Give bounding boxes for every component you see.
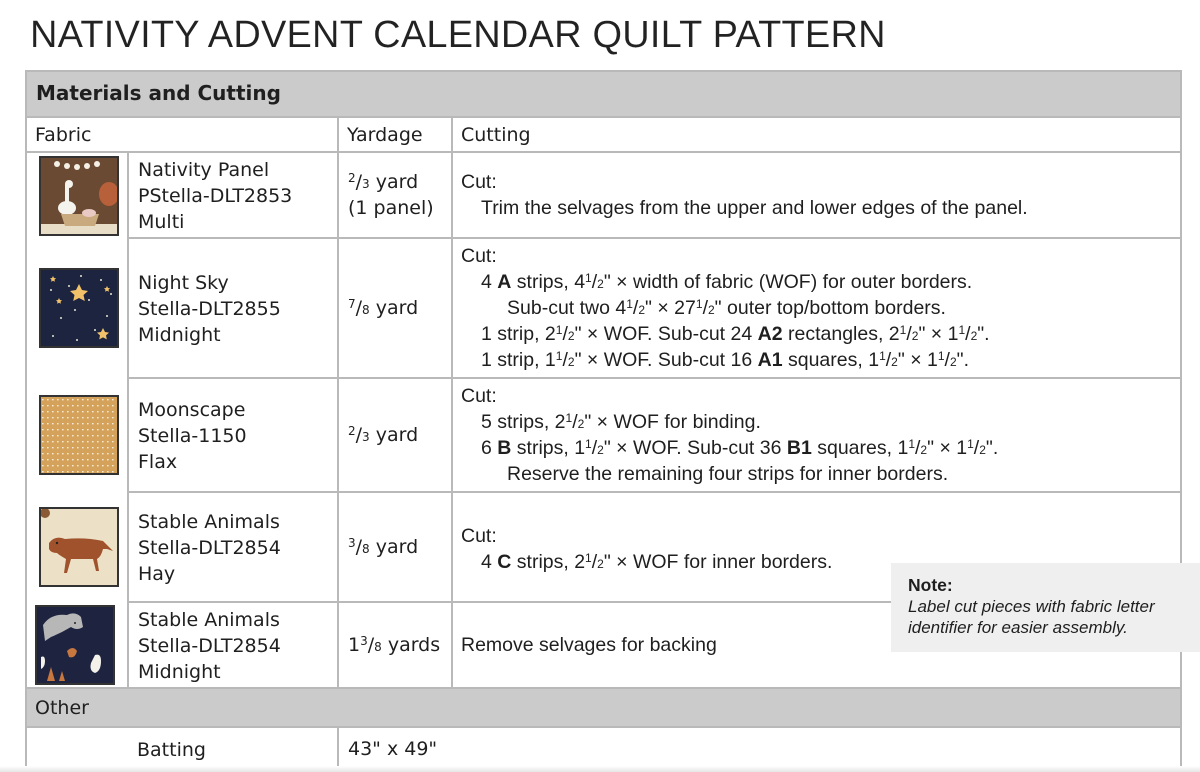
cutting-line: 4 A strips, $4^1/2$" × width of fabric (WOF) for outer borders. — [481, 271, 973, 293]
cutting-line: Trim the selvages from the upper and lower edges of the panel. — [481, 197, 1028, 219]
yardage-cell: $^7$/8 yard — [338, 238, 452, 378]
fabric-name: Night Sky — [138, 272, 229, 294]
fabric-color: Flax — [138, 451, 178, 473]
fabric-color: Hay — [138, 563, 176, 585]
section-title: Materials and Cutting — [26, 71, 1181, 117]
section-header-row — [26, 71, 1181, 117]
column-header-row — [26, 117, 1181, 152]
page-bottom-edge — [0, 766, 1200, 772]
cutting-line: 4 C strips, $2^1/2$" × WOF for inner borders. — [481, 551, 833, 573]
column-header-yardage: Yardage — [338, 117, 452, 152]
fabric-name: Stable Animals — [138, 609, 280, 631]
other-item-row — [26, 727, 1181, 771]
cutting-intro: Cut: — [461, 385, 497, 407]
fabric-name-cell — [128, 602, 338, 688]
fabric-name-cell — [128, 238, 338, 378]
cutting-intro: Remove selvages for backing — [461, 634, 717, 656]
note-body-line1: Label cut pieces with fabric letter — [908, 597, 1155, 616]
fabric-row — [26, 152, 1181, 238]
yardage-cell: $^2$/3 yard (1 panel) — [338, 152, 452, 238]
cutting-line: 1 strip, $2^1/2$" × WOF. Sub-cut 24 A2 rectangles, $2^1/2$" × $1^1/2$". — [481, 323, 990, 345]
cutting-line: 6 B strips, $1^1/2$" × WOF. Sub-cut 36 B1 squares, $1^1/2$" × $1^1/2$". — [481, 437, 999, 459]
materials-cutting-table — [25, 70, 1182, 772]
other-section-row — [26, 688, 1181, 727]
column-header-cutting: Cutting — [452, 117, 1181, 152]
yardage-cell: $1^3/8$ yards — [338, 602, 452, 688]
fabric-sku: PStella-DLT2853 — [138, 185, 293, 207]
page-title: NATIVITY ADVENT CALENDAR QUILT PATTERN — [30, 14, 886, 56]
fabric-color: Midnight — [138, 661, 221, 683]
fabric-name-cell — [128, 378, 338, 492]
fabric-name: Moonscape — [138, 399, 246, 421]
fabric-row — [26, 378, 1181, 492]
yardage-note: (1 panel) — [348, 197, 434, 219]
cutting-intro: Cut: — [461, 171, 497, 193]
cutting-line: Sub-cut two $4^1/2$" × $27^1/2$" outer top/bottom borders. — [507, 297, 946, 319]
fabric-name: Stable Animals — [138, 511, 280, 533]
nativity-panel-swatch — [39, 156, 119, 236]
cutting-cell — [452, 152, 1181, 238]
column-header-fabric: Fabric — [26, 117, 338, 152]
cutting-intro: Cut: — [461, 525, 497, 547]
other-item-name: Batting — [128, 727, 338, 771]
stable-animals-hay-swatch — [39, 507, 119, 587]
stable-animals-midnight-swatch — [35, 605, 115, 685]
other-section-label: Other — [26, 688, 1181, 727]
cutting-cell — [452, 378, 1181, 492]
other-item-size: 43" x 49" — [338, 727, 1181, 771]
night-sky-swatch — [39, 268, 119, 348]
cutting-cell — [452, 238, 1181, 378]
note-callout — [891, 563, 1200, 652]
fabric-name-cell — [128, 152, 338, 238]
fabric-sku: Stella-1150 — [138, 425, 247, 447]
fabric-row — [26, 238, 1181, 378]
fabric-name: Nativity Panel — [138, 159, 270, 181]
fabric-color: Midnight — [138, 324, 221, 346]
cutting-line: 5 strips, $2^1/2$" × WOF for binding. — [481, 411, 761, 433]
yardage-cell: $^2$/3 yard — [338, 378, 452, 492]
note-body-line2: identifier for easier assembly. — [908, 618, 1128, 637]
fabric-sku: Stella-DLT2854 — [138, 635, 281, 657]
cutting-line: 1 strip, $1^1/2$" × WOF. Sub-cut 16 A1 squares, $1^1/2$" × $1^1/2$". — [481, 349, 969, 371]
fabric-sku: Stella-DLT2854 — [138, 537, 281, 559]
cutting-intro: Cut: — [461, 245, 497, 267]
note-title: Note: — [908, 575, 953, 595]
yardage-cell: $^3$/8 yard — [338, 492, 452, 602]
moonscape-swatch — [39, 395, 119, 475]
fabric-name-cell — [128, 492, 338, 602]
fabric-color: Multi — [138, 211, 185, 233]
fabric-sku: Stella-DLT2855 — [138, 298, 281, 320]
cutting-line: Reserve the remaining four strips for inner borders. — [507, 463, 949, 485]
